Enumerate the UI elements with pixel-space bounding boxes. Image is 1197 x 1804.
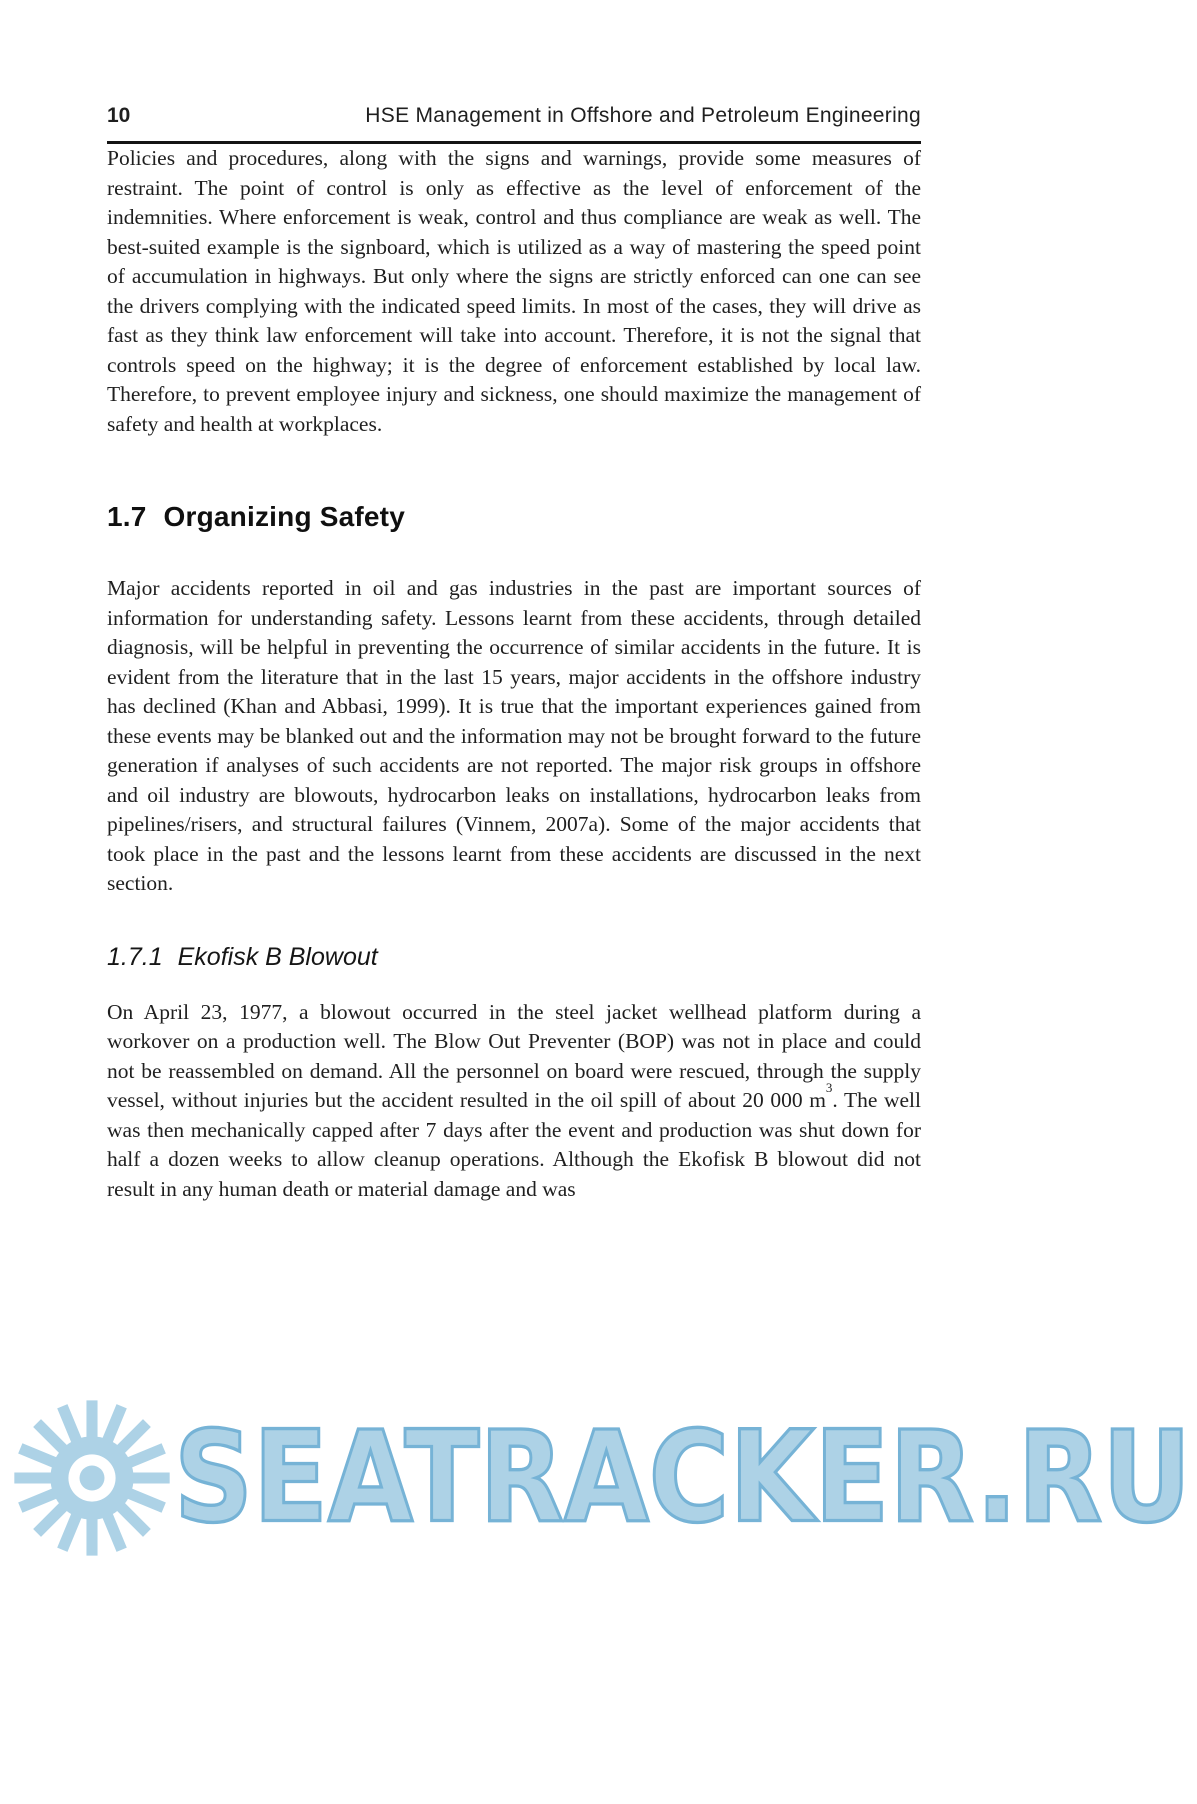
ekofisk-text-post: . The well was then mechanically capped after 7 days after the event and production was shut down for half a dozen weeks to allow cleanup operations. Although the Ekofisk B blowout did not result in any human death or material damage and was <box>107 1088 921 1201</box>
sun-logo-icon <box>6 1392 178 1564</box>
text-block <box>107 0 921 1204</box>
page-header <box>107 0 921 144</box>
subsection-heading-ekofisk-b-blowout <box>107 943 921 972</box>
section-number: 1.7 <box>107 501 147 532</box>
section-title: Organizing Safety <box>163 501 405 532</box>
cubic-metre-superscript: 3 <box>825 1079 833 1095</box>
paragraph-ekofisk-blowout <box>107 998 921 1205</box>
ekofisk-text-pre: On April 23, 1977, a blowout occurred in the steel jacket wellhead platform during a workover on a production well. The Blow Out Preventer (BOP) was not in place and could not be reassembled on demand. All the personnel on board were rescued, through the supply vessel, without injuries but the accident resulted in the oil spill of about 20 000 m <box>107 999 921 1112</box>
subsection-number: 1.7.1 <box>107 942 163 971</box>
section-heading-organizing-safety <box>107 501 921 533</box>
paragraph-policies-restraint: Policies and procedures, along with the signs and warnings, provide some measures of restraint. The point of control is only as effective as the level of enforcement of the indemnities. Where enforcement is weak, control and thus compliance are weak as well. The best-suited example is the signboard, which is utilized as a way of mastering the speed point of accumulation in highways. But only where the signs are strictly enforced can one can see the drivers complying with the indicated speed limits. In most of the cases, they will drive as fast as they think law enforcement will take into account. Therefore, it is not the signal that controls speed on the highway; it is the degree of enforcement established by local law. Therefore, to prevent employee injury and sickness, one should maximize the management of safety and health at workplaces. <box>107 146 921 436</box>
watermark <box>6 1392 1194 1564</box>
page-number: 10 <box>107 104 131 127</box>
paragraph-major-accidents: Major accidents reported in oil and gas industries in the past are important sources of information for understanding safety. Lessons learnt from these accidents, through detailed diagnosis, will be helpful in preventing the occurrence of similar accidents in the future. It is evident from the literature that in the last 15 years, major accidents in the offshore industry has declined (Khan and Abbasi, 1999). It is true that the important experiences gained from these events may be blanked out and the information may not be brought forward to the future generation if analyses of such accidents are not reported. The major risk groups in offshore and oil industry are blowouts, hydrocarbon leaks on installations, hydrocarbon leaks from pipelines/risers, and structural failures (Vinnem, 2007a). Some of the major accidents that took place in the past and the lessons learnt from these accidents are discussed in the next section. <box>107 576 921 895</box>
watermark-text: SEATRACKER.RU <box>174 1405 1192 1551</box>
subsection-title: Ekofisk B Blowout <box>177 942 378 971</box>
running-head: HSE Management in Offshore and Petroleum Engineering <box>365 104 921 127</box>
